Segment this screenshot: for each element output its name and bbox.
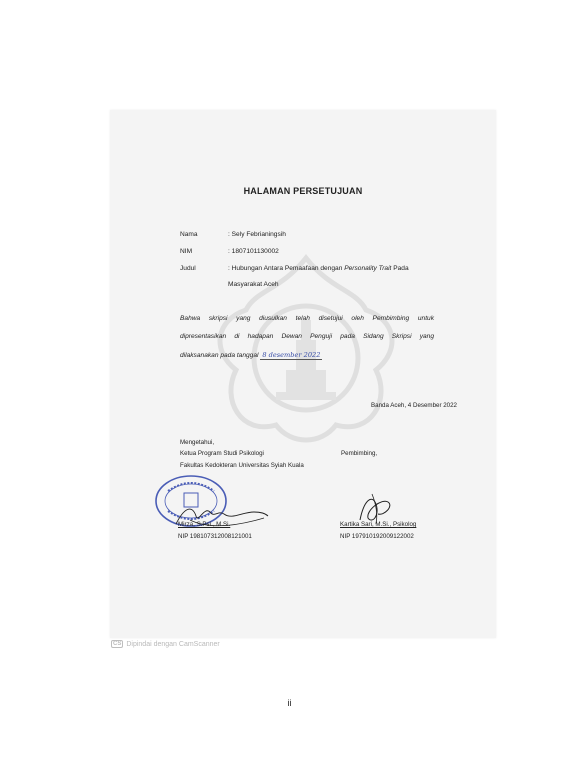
judul-prefix: : Hubungan Antara Pemaafaan dengan — [228, 265, 345, 272]
judul-suffix: Pada — [391, 265, 409, 272]
left-sign-line3: Fakultas Kedokteran Universitas Syiah Kuala — [180, 462, 304, 469]
right-sign-name: Kartika Sari, M.Si., Psikolog — [340, 521, 417, 528]
scanned-page — [110, 110, 496, 638]
page-number: ii — [287, 698, 292, 708]
approval-paragraph — [180, 310, 434, 364]
left-sign-line2: Ketua Program Studi Psikologi — [180, 450, 264, 457]
field-value-nama: : Sely Febrianingsih — [228, 231, 286, 238]
left-sign-line1: Mengetahui, — [180, 439, 215, 446]
paragraph-line-3-prefix: dilaksanakan pada tanggal — [180, 352, 259, 359]
right-sign-role: Pembimbing, — [341, 450, 378, 457]
handwritten-date: 8 desember 2022 — [262, 351, 321, 359]
paragraph-line-2: dipresentasikan di hadapan Dewan Penguji pada Sidang Skripsi yang — [180, 333, 434, 340]
document-title: HALAMAN PERSETUJUAN — [243, 186, 363, 196]
field-value-judul — [228, 265, 409, 272]
place-date: Banda Aceh, 4 Desember 2022 — [371, 402, 457, 409]
scanner-watermark — [111, 640, 220, 648]
field-label-judul: Judul — [180, 265, 196, 272]
scanner-text: Dipindai dengan CamScanner — [126, 640, 220, 648]
field-label-nim: NIM — [180, 248, 193, 255]
judul-italic: Personality Trait — [344, 265, 392, 272]
field-value-nim: : 1807101130002 — [228, 248, 279, 255]
left-sign-nip: NIP 198107312008121001 — [178, 533, 252, 540]
paragraph-line-1: Bahwa skripsi yang diusulkan telah disetujui oleh Pembimbing untuk — [180, 315, 434, 322]
left-sign-name: Mirza, S.Psi., M.Si. — [178, 521, 231, 528]
right-sign-nip: NIP 197910192009122002 — [340, 533, 414, 540]
field-label-nama: Nama — [180, 231, 198, 238]
paragraph-line-3 — [180, 346, 434, 364]
camscanner-logo: CS — [113, 641, 122, 647]
field-value-judul-line2: Masyarakat Aceh — [228, 281, 279, 288]
